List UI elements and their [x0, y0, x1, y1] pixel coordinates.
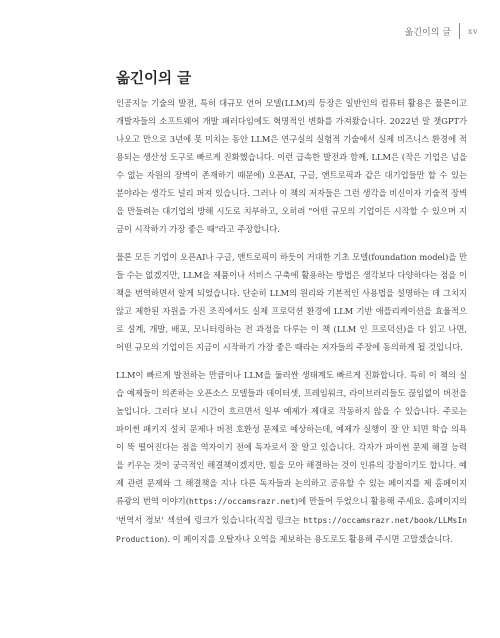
body-text [116, 94, 467, 559]
homepage-link[interactable]: https://occamsrazr.net [188, 497, 295, 506]
paragraph-2: 물론 모든 기업이 오픈AI나 구글, 앤트로픽이 하듯이 거대한 기초 모델(foundation model)을 만들 수는 없겠지만, LLM을 제품이나 서비스 구축에 활용하는 방법은 생각보다 다양하다는 점을 이 책을 번역하면서 알게 되었습니다. 단순히 LLM의 원리와 기본적인 사용법을 설명하는 데 그치지 않고 제한된 자원을 가진 조직에서도 실제 프로덕션 환경에 LLM 기반 애플리케이션을 효율적으로 설계, 개발, 배포, 모니터링하는 전 과정을 다루는 이 책 (LLM 인 프로덕션)을 다 읽고 나면, 어떤 규모의 기업이든 지금이 시작하기 가장 좋은 때라는 저자들의 주장에 동의하게 될 것입니다. [116, 252, 467, 352]
paragraph-3 [116, 366, 467, 549]
header-divider [459, 23, 460, 39]
running-header-title: 옮긴이의 글 [404, 27, 451, 38]
page-number: xv [468, 26, 478, 36]
book-page-link[interactable]: https://occamsrazr.net/book/LLMsInProduction [116, 516, 467, 544]
paragraph-3-text-c: ). 이 페이지를 오탈자나 오역을 제보하는 용도로도 활용해 주시면 고맙겠습니다. [164, 534, 453, 544]
paragraph-3-text-b: )에 만들어 두었으니 활용해 주세요. 홈페이지의 '번역서 정보' 섹션에 링크가 있습니다(직접 링크는 [116, 496, 467, 525]
paragraph-3-text-a: LLM이 빠르게 발전하는 만큼이나 LLM을 둘러싼 생태계도 빠르게 진화합니다. 특히 이 책의 실습 예제들이 의존하는 오픈소스 모델들과 데이터셋, 프레임워크, 라이브러리들도 끊임없이 버전을 높입니다. 그러다 보니 시간이 흐르면서 일부 예제가 제대로 작동하지 않을 수 있습니다. 주로는 파이썬 패키지 설치 문제나 버전 호환성 문제로 예상하는데, 예제가 실행이 잘 안 되면 학습 의욕이 뚝 떨어진다는 점을 역자이기 전에 독자로서 잘 알고 있습니다. 각자가 파이썬 문제 해결 능력을 키우는 것이 궁극적인 해결책이겠지만, 힘을 모아 해결하는 것이 인류의 강점이기도 합니다. 예제 관련 문제와 그 해결책을 지나 다른 독자들과 논의하고 공유할 수 있는 페이지를 제 홈페이지 류광의 번역 이야기( [116, 370, 467, 506]
paragraph-1: 인공지능 기술의 발전, 특히 대규모 언어 모델(LLM)의 등장은 일반인의 컴퓨터 활용은 물론이고 개발자들의 소프트웨어 개발 패러다임에도 혁명적인 변화를 가져왔습니다. 2022년 말 챗GPT가 나오고 만으로 3년에 못 미치는 동안 LLM은 연구실의 실험적 기술에서 실제 비즈니스 환경에 적용되는 생산성 도구로 빠르게 진화했습니다. 이런 급속한 발전과 함께, LLM은 (작은 기업은 넘을 수 없는 자원의 장벽이 존재하기 때문에) 오픈AI, 구글, 앤트로픽과 같은 대기업들만 할 수 있는 분야라는 생각도 널리 퍼져 있습니다. 그러나 이 책의 저자들은 그런 생각을 비신이자 기술적 장벽을 만들려는 대기업의 방해 시도로 치부하고, 오히려 "어떤 규모의 기업이든 시작할 수 있으며 지금이 시작하기 가장 좋은 때"라고 주장합니다. [116, 98, 467, 234]
running-header [405, 22, 478, 40]
chapter-title: 옮긴이의 글 [116, 71, 192, 87]
